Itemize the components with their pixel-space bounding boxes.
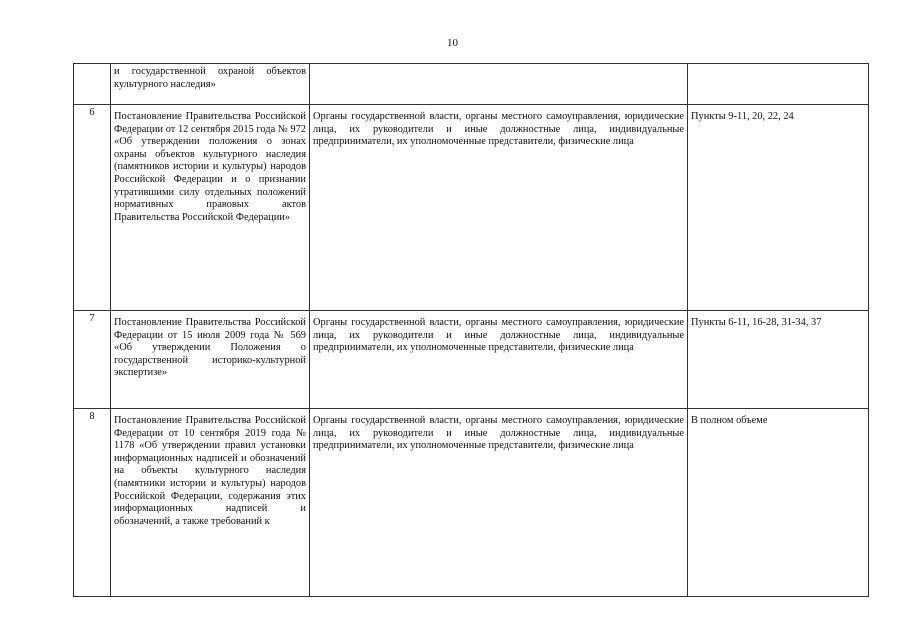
reference-text: Пункты 9-11, 20, 22, 24 bbox=[691, 111, 794, 122]
row-number-cell bbox=[74, 64, 111, 105]
subjects-cell bbox=[310, 105, 688, 311]
table-row bbox=[74, 105, 869, 311]
reference-cell bbox=[688, 311, 869, 409]
legal-act-text: Постановление Правительства Российской Федерации от 12 сентября 2015 года № 972 «Об утверждении положения о зонах охраны объектов культурного наследия (памятников истории и культуры) народов Российской Федерации и о признании утратившими силу отдельных положений нормативных правовых актов Правительства Российской Федерации» bbox=[114, 111, 306, 223]
legal-act-cell bbox=[111, 311, 310, 409]
subjects-cell bbox=[310, 311, 688, 409]
table-row bbox=[74, 311, 869, 409]
table-row bbox=[74, 409, 869, 597]
subjects-cell bbox=[310, 409, 688, 597]
row-number-cell: 8 bbox=[74, 409, 111, 597]
reference-text: В полном объеме bbox=[691, 415, 768, 426]
table-row bbox=[74, 64, 869, 105]
reference-cell bbox=[688, 409, 869, 597]
subjects-text: Органы государственной власти, органы местного самоуправления, юридические лица, их руководители и иные должностные лица, индивидуальные предприниматели, их уполномоченные представители, физические лица bbox=[313, 415, 684, 452]
reference-cell bbox=[688, 105, 869, 311]
row-number-cell: 6 bbox=[74, 105, 111, 311]
legal-act-text: Постановление Правительства Российской Федерации от 15 июля 2009 года № 569 «Об утверждении Положения о государственной историко-культурной экспертизе» bbox=[114, 317, 306, 379]
legal-act-cell bbox=[111, 409, 310, 597]
reference-text: Пункты 6-11, 16-28, 31-34, 37 bbox=[691, 317, 822, 328]
legal-act-cell bbox=[111, 105, 310, 311]
subjects-text: Органы государственной власти, органы местного самоуправления, юридические лица, их руководители и иные должностные лица, индивидуальные предприниматели, их уполномоченные представители, физические лица bbox=[313, 111, 684, 148]
subjects-text: Органы государственной власти, органы местного самоуправления, юридические лица, их руководители и иные должностные лица, индивидуальные предприниматели, их уполномоченные представители, физические лица bbox=[313, 317, 684, 354]
legal-acts-table bbox=[73, 63, 869, 597]
row-number-cell: 7 bbox=[74, 311, 111, 409]
reference-cell bbox=[688, 64, 869, 105]
page-number: 10 bbox=[447, 37, 458, 49]
legal-act-cell bbox=[111, 64, 310, 105]
legal-act-text: Постановление Правительства Российской Федерации от 10 сентября 2019 года № 1178 «Об утверждении правил установки информационных надписей и обозначений на объекты культурного наследия (памятники истории и культуры) народов Российской Федерации, содержания этих информационных надписей и обозначений, а также требований к bbox=[114, 415, 306, 527]
subjects-cell bbox=[310, 64, 688, 105]
legal-act-text: и государственной охраной объектов культурного наследия» bbox=[114, 66, 306, 90]
